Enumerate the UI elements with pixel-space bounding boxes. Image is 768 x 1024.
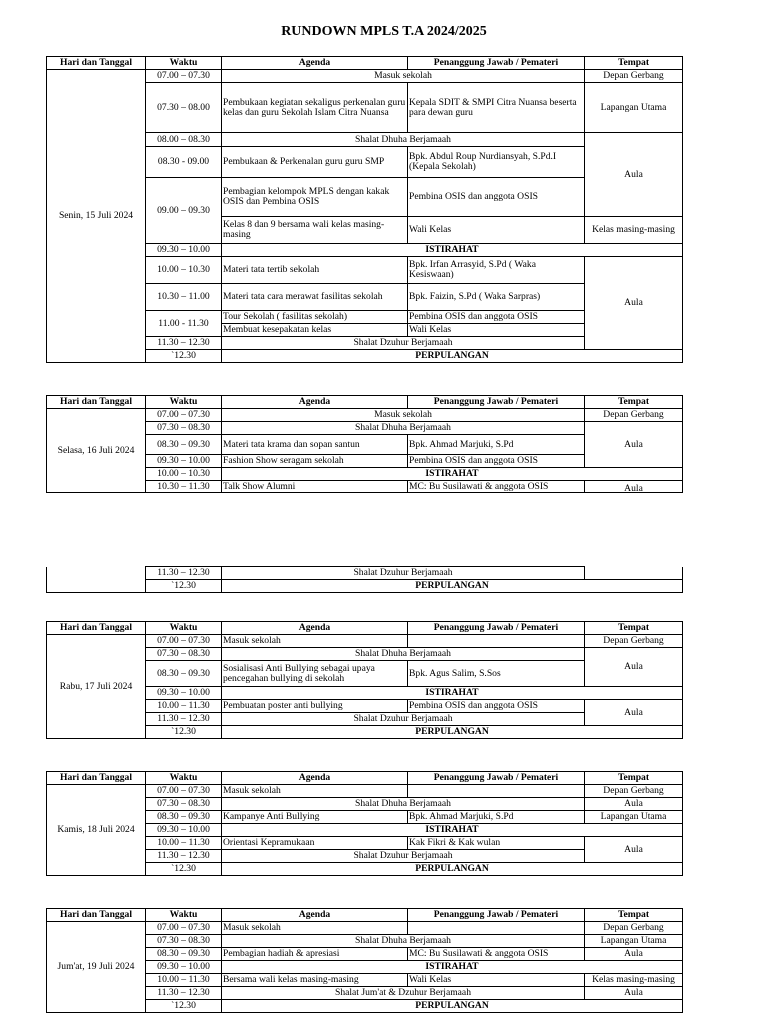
agenda-cell: Kelas 8 dan 9 bersama wali kelas masing-masing	[222, 217, 408, 244]
place-cell: Depan Gerbang	[585, 922, 683, 935]
time-cell: 11.30 – 12.30	[146, 987, 222, 1000]
time-cell: 08.30 – 09.30	[146, 435, 222, 455]
break-cell: PERPULANGAN	[222, 350, 683, 363]
pj-cell: Kak Fikri & Kak wulan	[408, 837, 585, 850]
span-cell: Shalat Dzuhur Berjamaah	[222, 713, 585, 726]
agenda-cell: Tour Sekolah ( fasilitas sekolah)	[222, 311, 408, 324]
break-cell: PERPULANGAN	[222, 863, 683, 876]
time-cell: `12.30	[146, 350, 222, 363]
pj-cell: Pembina OSIS dan anggota OSIS	[408, 311, 585, 324]
place-cell: Depan Gerbang	[585, 409, 683, 422]
time-cell: 10.00 – 11.30	[146, 700, 222, 713]
header-agenda: Agenda	[222, 909, 408, 922]
place-cell: Aula	[585, 648, 683, 687]
agenda-cell: Pembuatan poster anti bullying	[222, 700, 408, 713]
agenda-cell: Orientasi Kepramukaan	[222, 837, 408, 850]
header-place: Tempat	[585, 396, 683, 409]
agenda-cell: Materi tata krama dan sopan santun	[222, 435, 408, 455]
place-cell: Depan Gerbang	[585, 70, 683, 83]
table-row	[47, 567, 683, 580]
place-cell: Depan Gerbang	[585, 635, 683, 648]
table-row	[47, 922, 683, 935]
pj-cell: Bpk. Faizin, S.Pd ( Waka Sarpras)	[408, 284, 585, 311]
time-cell: 08.30 – 09.30	[146, 948, 222, 961]
place-cell-cont	[585, 567, 683, 580]
header-date: Hari dan Tanggal	[47, 772, 146, 785]
span-cell: Shalat Dzuhur Berjamaah	[222, 567, 585, 580]
place-cell: Aula	[585, 948, 683, 961]
table-header-row	[47, 772, 683, 785]
agenda-cell: Materi tata cara merawat fasilitas sekolah	[222, 284, 408, 311]
pj-cell: Pembina OSIS dan anggota OSIS	[408, 178, 585, 217]
table-header-row	[47, 622, 683, 635]
header-place: Tempat	[585, 57, 683, 70]
agenda-cell: Materi tata tertib sekolah	[222, 257, 408, 284]
span-cell: Shalat Dhuha Berjamaah	[222, 935, 585, 948]
header-time: Waktu	[146, 622, 222, 635]
span-cell: Masuk sekolah	[222, 70, 585, 83]
header-place: Tempat	[585, 909, 683, 922]
break-cell: ISTIRAHAT	[222, 687, 683, 700]
document-title: RUNDOWN MPLS T.A 2024/2025	[281, 24, 487, 39]
time-cell: 11.30 – 12.30	[146, 567, 222, 580]
time-cell: 10.30 – 11.30	[146, 481, 222, 493]
pj-cell: Pembina OSIS dan anggota OSIS	[408, 455, 585, 468]
place-cell	[585, 481, 683, 493]
header-agenda: Agenda	[222, 57, 408, 70]
schedule-table-day1	[46, 56, 683, 363]
agenda-cell: Pembukaan kegiatan sekaligus perkenalan guru kelas dan guru Sekolah Islam Citra Nuansa	[222, 83, 408, 133]
time-cell: 11.30 – 12.30	[146, 337, 222, 350]
agenda-cell: Fashion Show seragam sekolah	[222, 455, 408, 468]
pj-cell	[408, 635, 585, 648]
header-time: Waktu	[146, 57, 222, 70]
time-cell: 07.30 – 08.30	[146, 935, 222, 948]
time-cell: 10.30 – 11.00	[146, 284, 222, 311]
time-cell: 10.00 – 11.30	[146, 974, 222, 987]
time-cell: `12.30	[146, 580, 222, 593]
time-cell: `12.30	[146, 726, 222, 739]
page-break	[0, 498, 768, 566]
header-pj: Penanggung Jawab / Pemateri	[408, 772, 585, 785]
pj-cell: Kepala SDIT & SMPI Citra Nuansa beserta para dewan guru	[408, 83, 585, 133]
break-cell: PERPULANGAN	[222, 1000, 683, 1013]
time-cell: 07.00 – 07.30	[146, 409, 222, 422]
agenda-cell: Masuk sekolah	[222, 635, 408, 648]
break-cell: ISTIRAHAT	[222, 824, 683, 837]
time-cell: 08.30 - 09.00	[146, 147, 222, 178]
day-date: Jum'at, 19 Juli 2024	[47, 922, 146, 1013]
header-pj: Penanggung Jawab / Pemateri	[408, 396, 585, 409]
place-cell: Kelas masing-masing	[585, 217, 683, 244]
schedule-table-day4	[46, 771, 683, 876]
time-cell: 07.00 – 07.30	[146, 785, 222, 798]
place-cell: Aula	[585, 987, 683, 1000]
time-cell: 07.30 – 08.30	[146, 798, 222, 811]
span-cell: Shalat Jum'at & Dzuhur Berjamaah	[222, 987, 585, 1000]
span-cell: Shalat Dhuha Berjamaah	[222, 422, 585, 435]
time-cell: `12.30	[146, 1000, 222, 1013]
schedule-table-day2-cont	[46, 566, 683, 593]
place-cell: Aula	[585, 837, 683, 863]
agenda-cell: Masuk sekolah	[222, 785, 408, 798]
header-pj: Penanggung Jawab / Pemateri	[408, 57, 585, 70]
header-time: Waktu	[146, 772, 222, 785]
span-cell: Shalat Dhuha Berjamaah	[222, 133, 585, 147]
time-cell: 10.00 – 10.30	[146, 257, 222, 284]
place-cell: Aula	[585, 700, 683, 726]
time-cell: 09.30 – 10.00	[146, 961, 222, 974]
time-cell: 11.00 - 11.30	[146, 311, 222, 337]
table-row	[47, 635, 683, 648]
table-row	[47, 785, 683, 798]
pj-cell: MC: Bu Susilawati & anggota OSIS	[408, 481, 585, 493]
header-date: Hari dan Tanggal	[47, 57, 146, 70]
header-date: Hari dan Tanggal	[47, 396, 146, 409]
day-date: Senin, 15 Juli 2024	[47, 70, 146, 363]
break-cell: ISTIRAHAT	[222, 468, 683, 481]
place-cell: Lapangan Utama	[585, 811, 683, 824]
agenda-cell: Pembagian hadiah & apresiasi	[222, 948, 408, 961]
time-cell: 11.30 – 12.30	[146, 850, 222, 863]
day-date-cont	[47, 567, 146, 593]
place-cell: Aula	[585, 133, 683, 217]
agenda-cell: Sosialisasi Anti Bullying sebagai upaya pencegahan bullying di sekolah	[222, 661, 408, 687]
pj-cell: Bpk. Ahmad Marjuki, S.Pd	[408, 435, 585, 455]
pj-cell: MC: Bu Susilawati & anggota OSIS	[408, 948, 585, 961]
pj-cell	[408, 785, 585, 798]
break-cell: ISTIRAHAT	[222, 961, 683, 974]
agenda-cell: Membuat kesepakatan kelas	[222, 324, 408, 337]
header-pj: Penanggung Jawab / Pemateri	[408, 622, 585, 635]
agenda-cell: Pembukaan & Perkenalan guru guru SMP	[222, 147, 408, 178]
day-date: Rabu, 17 Juli 2024	[47, 635, 146, 739]
span-cell: Masuk sekolah	[222, 409, 585, 422]
header-agenda: Agenda	[222, 396, 408, 409]
time-cell: 07.30 – 08.30	[146, 648, 222, 661]
time-cell: 08.00 – 08.30	[146, 133, 222, 147]
time-cell: 08.30 – 09.30	[146, 661, 222, 687]
time-cell: 09.00 – 09.30	[146, 178, 222, 244]
agenda-cell: Pembagian kelompok MPLS dengan kakak OSIS dan Pembina OSIS	[222, 178, 408, 217]
place-cell: Kelas masing-masing	[585, 974, 683, 987]
time-cell: 09.30 – 10.00	[146, 455, 222, 468]
table-header-row	[47, 396, 683, 409]
agenda-cell: Talk Show Alumni	[222, 481, 408, 493]
pj-cell: Pembina OSIS dan anggota OSIS	[408, 700, 585, 713]
break-cell: PERPULANGAN	[222, 580, 683, 593]
place-cell: Aula	[585, 257, 683, 350]
agenda-cell: Masuk sekolah	[222, 922, 408, 935]
header-agenda: Agenda	[222, 622, 408, 635]
table-row	[47, 70, 683, 83]
time-cell: 07.30 – 08.00	[146, 83, 222, 133]
span-cell: Shalat Dzuhur Berjamaah	[222, 337, 585, 350]
agenda-cell: Bersama wali kelas masing-masing	[222, 974, 408, 987]
schedule-table-day2	[46, 395, 683, 493]
break-cell: PERPULANGAN	[222, 726, 683, 739]
agenda-cell: Kampanye Anti Bullying	[222, 811, 408, 824]
day-date: Kamis, 18 Juli 2024	[47, 785, 146, 876]
time-cell: 08.30 – 09.30	[146, 811, 222, 824]
time-cell: 09.30 – 10.00	[146, 244, 222, 257]
schedule-table-day3	[46, 621, 683, 739]
time-cell: 10.00 – 10.30	[146, 468, 222, 481]
span-cell: Shalat Dhuha Berjamaah	[222, 798, 585, 811]
header-time: Waktu	[146, 396, 222, 409]
time-cell: 07.00 – 07.30	[146, 922, 222, 935]
pj-cell: Bpk. Agus Salim, S.Sos	[408, 661, 585, 687]
time-cell: 09.30 – 10.00	[146, 687, 222, 700]
time-cell: 07.00 – 07.30	[146, 70, 222, 83]
pj-cell: Bpk. Ahmad Marjuki, S.Pd	[408, 811, 585, 824]
place-cell: Depan Gerbang	[585, 785, 683, 798]
table-header-row	[47, 909, 683, 922]
pj-cell: Bpk. Abdul Roup Nurdiansyah, S.Pd.I (Kepala Sekolah)	[408, 147, 585, 178]
header-place: Tempat	[585, 772, 683, 785]
time-cell: 07.30 – 08.30	[146, 422, 222, 435]
place-cell: Lapangan Utama	[585, 935, 683, 948]
table-header-row	[47, 57, 683, 70]
time-cell: 11.30 – 12.30	[146, 713, 222, 726]
time-cell: 09.30 – 10.00	[146, 824, 222, 837]
pj-cell	[408, 922, 585, 935]
time-cell: 10.00 – 11.30	[146, 837, 222, 850]
header-date: Hari dan Tanggal	[47, 909, 146, 922]
place-label: Aula	[624, 483, 643, 493]
schedule-table-day5	[46, 908, 683, 1013]
table-row	[47, 409, 683, 422]
pj-cell: Wali Kelas	[408, 217, 585, 244]
pj-cell: Wali Kelas	[408, 324, 585, 337]
header-place: Tempat	[585, 622, 683, 635]
time-cell: 07.00 – 07.30	[146, 635, 222, 648]
span-cell: Shalat Dzuhur Berjamaah	[222, 850, 585, 863]
place-cell: Aula	[585, 422, 683, 468]
span-cell: Shalat Dhuha Berjamaah	[222, 648, 585, 661]
place-cell: Aula	[585, 798, 683, 811]
header-agenda: Agenda	[222, 772, 408, 785]
place-cell: Lapangan Utama	[585, 83, 683, 133]
header-time: Waktu	[146, 909, 222, 922]
time-cell: `12.30	[146, 863, 222, 876]
day-date: Selasa, 16 Juli 2024	[47, 409, 146, 493]
pj-cell: Bpk. Irfan Arrasyid, S.Pd ( Waka Kesiswaan)	[408, 257, 585, 284]
pj-cell: Wali Kelas	[408, 974, 585, 987]
header-date: Hari dan Tanggal	[47, 622, 146, 635]
break-cell: ISTIRAHAT	[222, 244, 683, 257]
header-pj: Penanggung Jawab / Pemateri	[408, 909, 585, 922]
